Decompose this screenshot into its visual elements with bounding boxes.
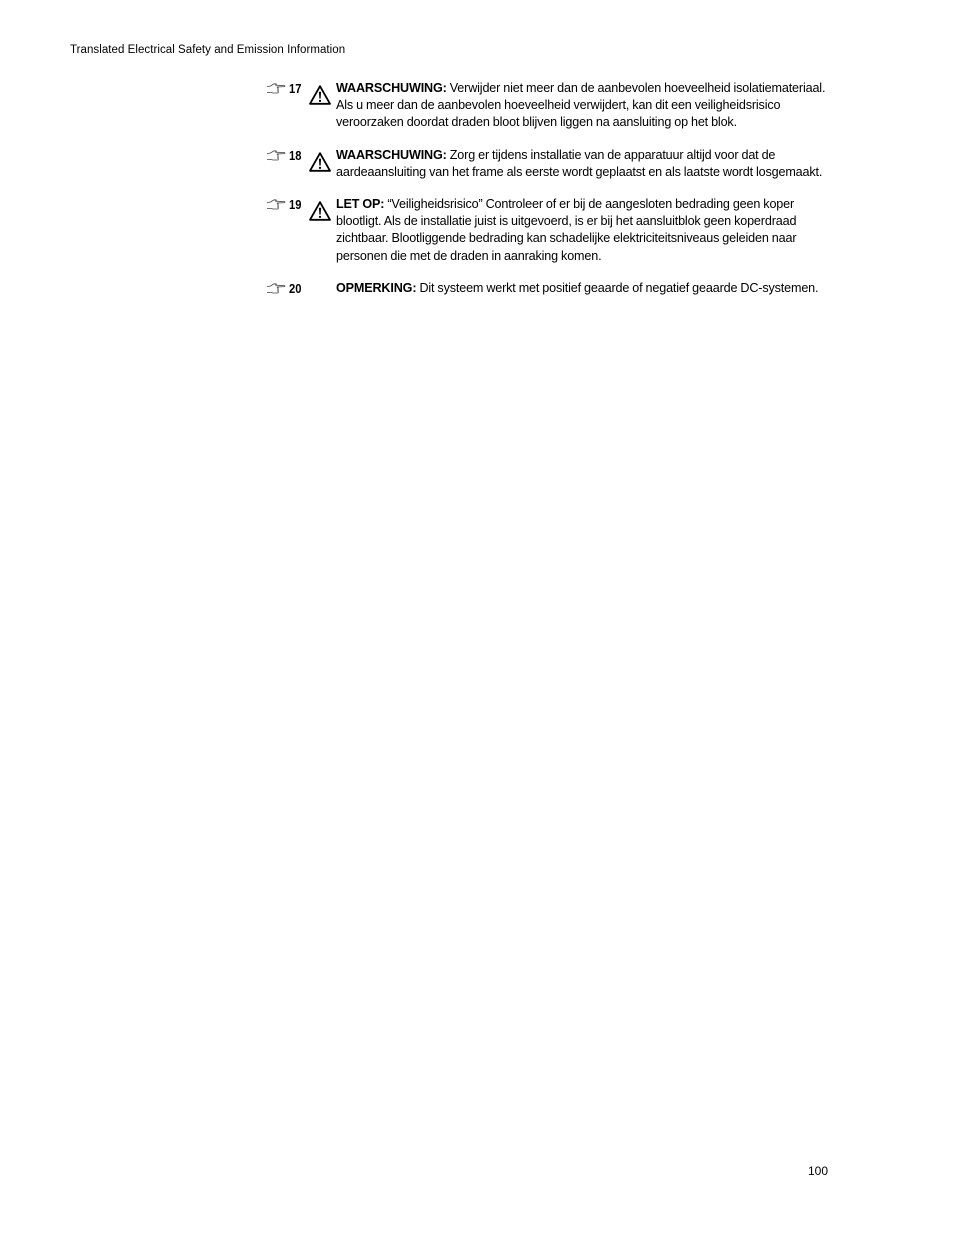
safety-entries-list <box>266 80 832 312</box>
entry-body: Verwijder niet meer dan de aanbevolen hoeveelheid isolatiemateriaal. Als u meer dan de aanbevolen hoeveelheid verwijdert, kan dit een veiligheidsrisico veroorzaken doordat draden bloot blijven liggen na aansluiting op het blok. <box>336 81 826 130</box>
entry-label: WAARSCHUWING: <box>336 147 447 162</box>
entry-marker <box>266 80 306 98</box>
entry-number: 20 <box>289 280 302 296</box>
safety-entry-20 <box>266 280 832 297</box>
pointing-hand-icon <box>266 283 286 294</box>
safety-entry-17 <box>266 80 832 132</box>
entry-marker <box>266 147 306 165</box>
running-header: Translated Electrical Safety and Emission Information <box>70 44 346 56</box>
entry-body: Dit systeem werkt met positief geaarde of negatief geaarde DC-systemen. <box>419 280 819 295</box>
entry-marker <box>266 196 306 214</box>
entry-body: Zorg er tijdens installatie van de apparatuur altijd voor dat de aardeaansluiting van het frame als eerste wordt geplaatst en als laatste wordt losgemaakt. <box>336 147 823 179</box>
entry-text <box>336 196 832 265</box>
entry-marker <box>266 280 306 298</box>
entry-label: OPMERKING: <box>336 280 417 295</box>
warning-triangle-icon <box>309 85 331 105</box>
entry-number: 19 <box>289 197 302 213</box>
entry-body: “Veiligheidsrisico” Controleer of er bij de aangesloten bedrading geen koper blootligt. Als de installatie juist is uitgevoerd, is er bij het aansluitblok geen koperdraad zichtbaar. Blootliggende bedrading kan schadelijke elektriciteitsniveaus geleiden naar personen die met de draden in aanraking komen. <box>336 197 797 263</box>
entry-text <box>336 280 832 297</box>
entry-label: LET OP: <box>336 197 385 212</box>
page-number: 100 <box>808 1164 829 1178</box>
warning-triangle-icon <box>309 201 331 221</box>
pointing-hand-icon <box>266 83 286 94</box>
pointing-hand-icon <box>266 150 286 161</box>
entry-number: 18 <box>289 147 302 163</box>
entry-text <box>336 80 832 132</box>
entry-label: WAARSCHUWING: <box>336 81 447 95</box>
safety-entry-18 <box>266 147 832 181</box>
warning-triangle-icon <box>309 152 331 172</box>
pointing-hand-icon <box>266 199 286 210</box>
entry-number: 17 <box>289 81 302 96</box>
safety-entry-19 <box>266 196 832 265</box>
entry-text <box>336 147 832 181</box>
